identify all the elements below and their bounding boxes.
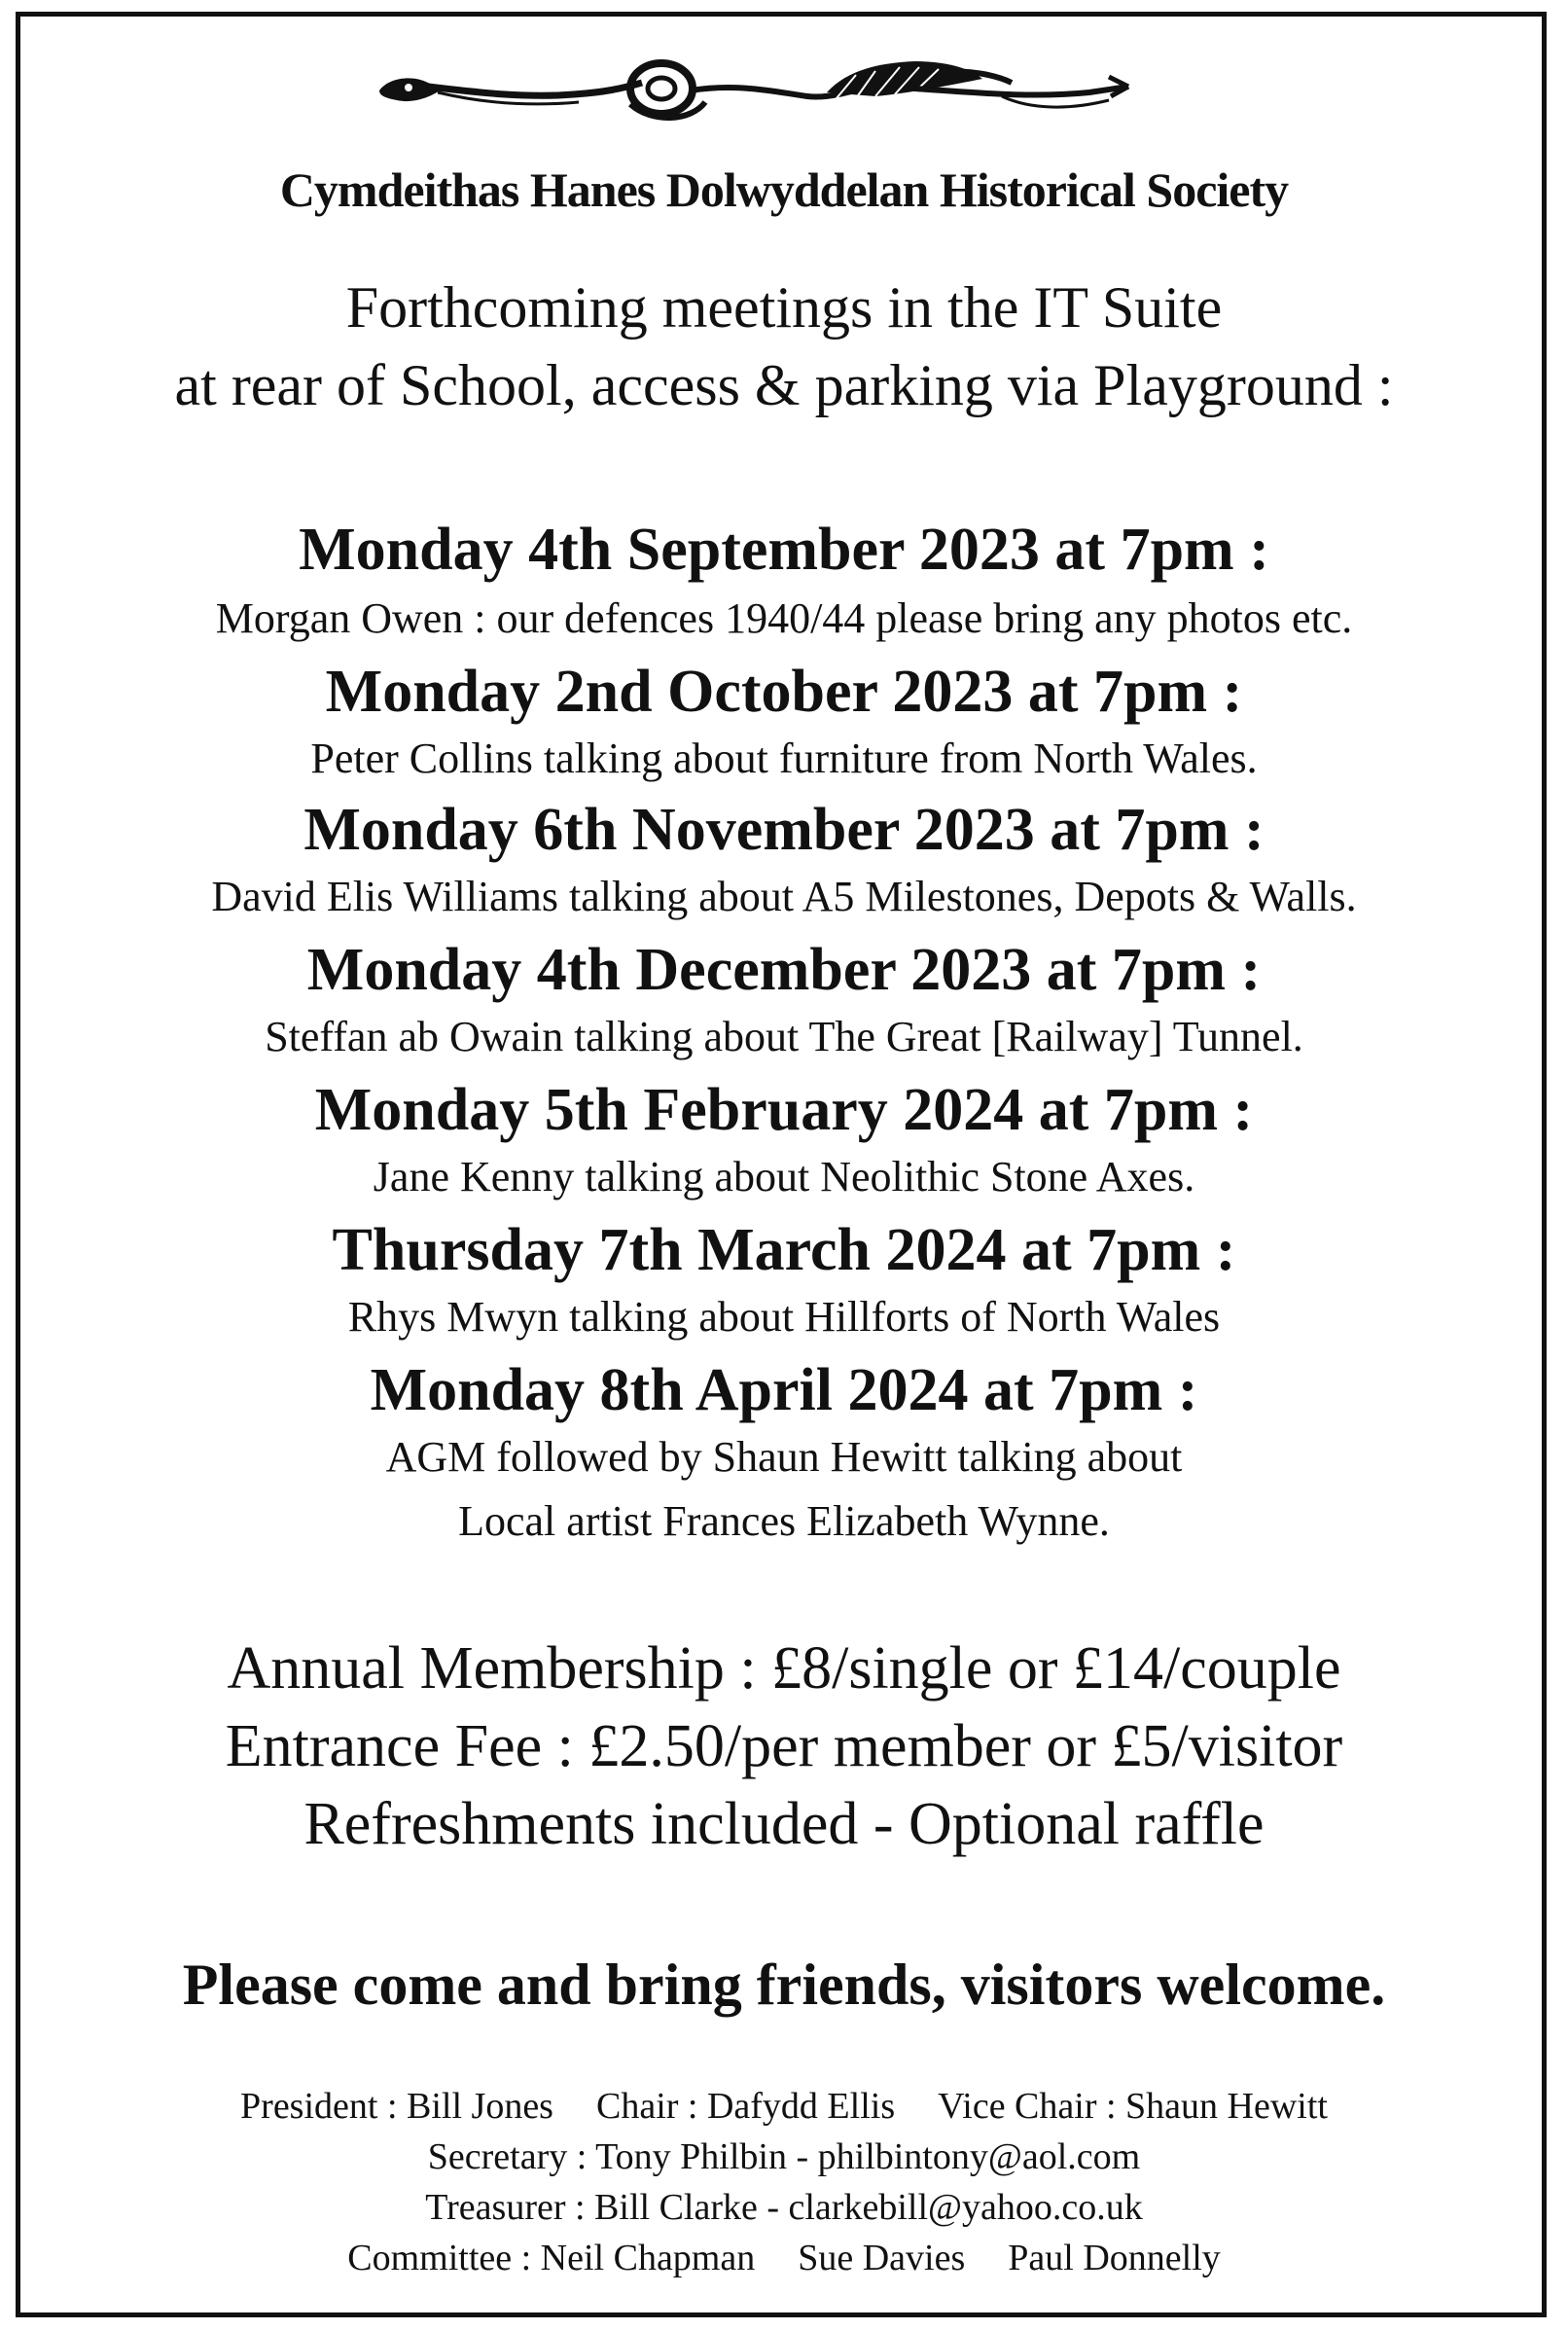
meeting-date: Monday 4th September 2023 at 7pm :	[299, 517, 1269, 583]
committee-member: Committee : Neil Chapman	[347, 2238, 756, 2278]
meeting-talk: Rhys Mwyn talking about Hillforts of North Wales	[347, 1293, 1221, 1341]
meeting-talk: Steffan ab Owain talking about The Great [Railway] Tunnel.	[265, 1013, 1303, 1060]
committee-line	[0, 2240, 1568, 2276]
intro-line-2: at rear of School, access & parking via Playground :	[174, 353, 1394, 417]
meeting-date: Monday 5th February 2024 at 7pm :	[314, 1077, 1254, 1143]
secretary: Secretary : Tony Philbin - philbintony@aol.com	[427, 2136, 1141, 2177]
vice-chair: Vice Chair : Shaun Hewitt	[938, 2086, 1328, 2127]
committee-member: Sue Davies	[798, 2238, 966, 2278]
meeting-date: Monday 6th November 2023 at 7pm :	[303, 797, 1265, 863]
officers-line-1	[0, 2088, 1568, 2125]
treasurer: Treasurer : Bill Clarke - clarkebill@yahoo.co.uk	[425, 2187, 1143, 2228]
meeting-date: Monday 2nd October 2023 at 7pm :	[325, 659, 1243, 725]
meeting-talk: AGM followed by Shaun Hewitt talking about	[385, 1433, 1183, 1481]
meeting-talk: David Elis Williams talking about A5 Milestones, Depots & Walls.	[211, 873, 1357, 920]
committee-member: Paul Donnelly	[1008, 2238, 1221, 2278]
celtic-serpent-knot-icon	[370, 54, 1167, 131]
meeting-talk: Local artist Frances Elizabeth Wynne.	[458, 1497, 1110, 1545]
president: President : Bill Jones	[240, 2086, 553, 2127]
refreshments-note: Refreshments included - Optional raffle	[303, 1791, 1265, 1857]
membership-fee: Annual Membership : £8/single or £14/couple	[227, 1635, 1341, 1702]
welcome-message: Please come and bring friends, visitors welcome.	[182, 1953, 1386, 2017]
society-name: Cymdeithas Hanes Dolwyddelan Historical Society	[279, 162, 1289, 217]
intro-line-1: Forthcoming meetings in the IT Suite	[345, 275, 1223, 340]
meeting-talk: Peter Collins talking about furniture from North Wales.	[310, 735, 1258, 782]
meeting-talk: Morgan Owen : our defences 1940/44 please bring any photos etc.	[215, 594, 1353, 642]
meeting-talk: Jane Kenny talking about Neolithic Stone Axes.	[373, 1153, 1195, 1201]
meeting-date: Monday 8th April 2024 at 7pm :	[370, 1357, 1198, 1423]
meeting-date: Monday 4th December 2023 at 7pm :	[306, 937, 1262, 1003]
chair: Chair : Dafydd Ellis	[595, 2086, 896, 2127]
entrance-fee: Entrance Fee : £2.50/per member or £5/visitor	[225, 1713, 1343, 1779]
meeting-date: Thursday 7th March 2024 at 7pm :	[332, 1217, 1236, 1283]
